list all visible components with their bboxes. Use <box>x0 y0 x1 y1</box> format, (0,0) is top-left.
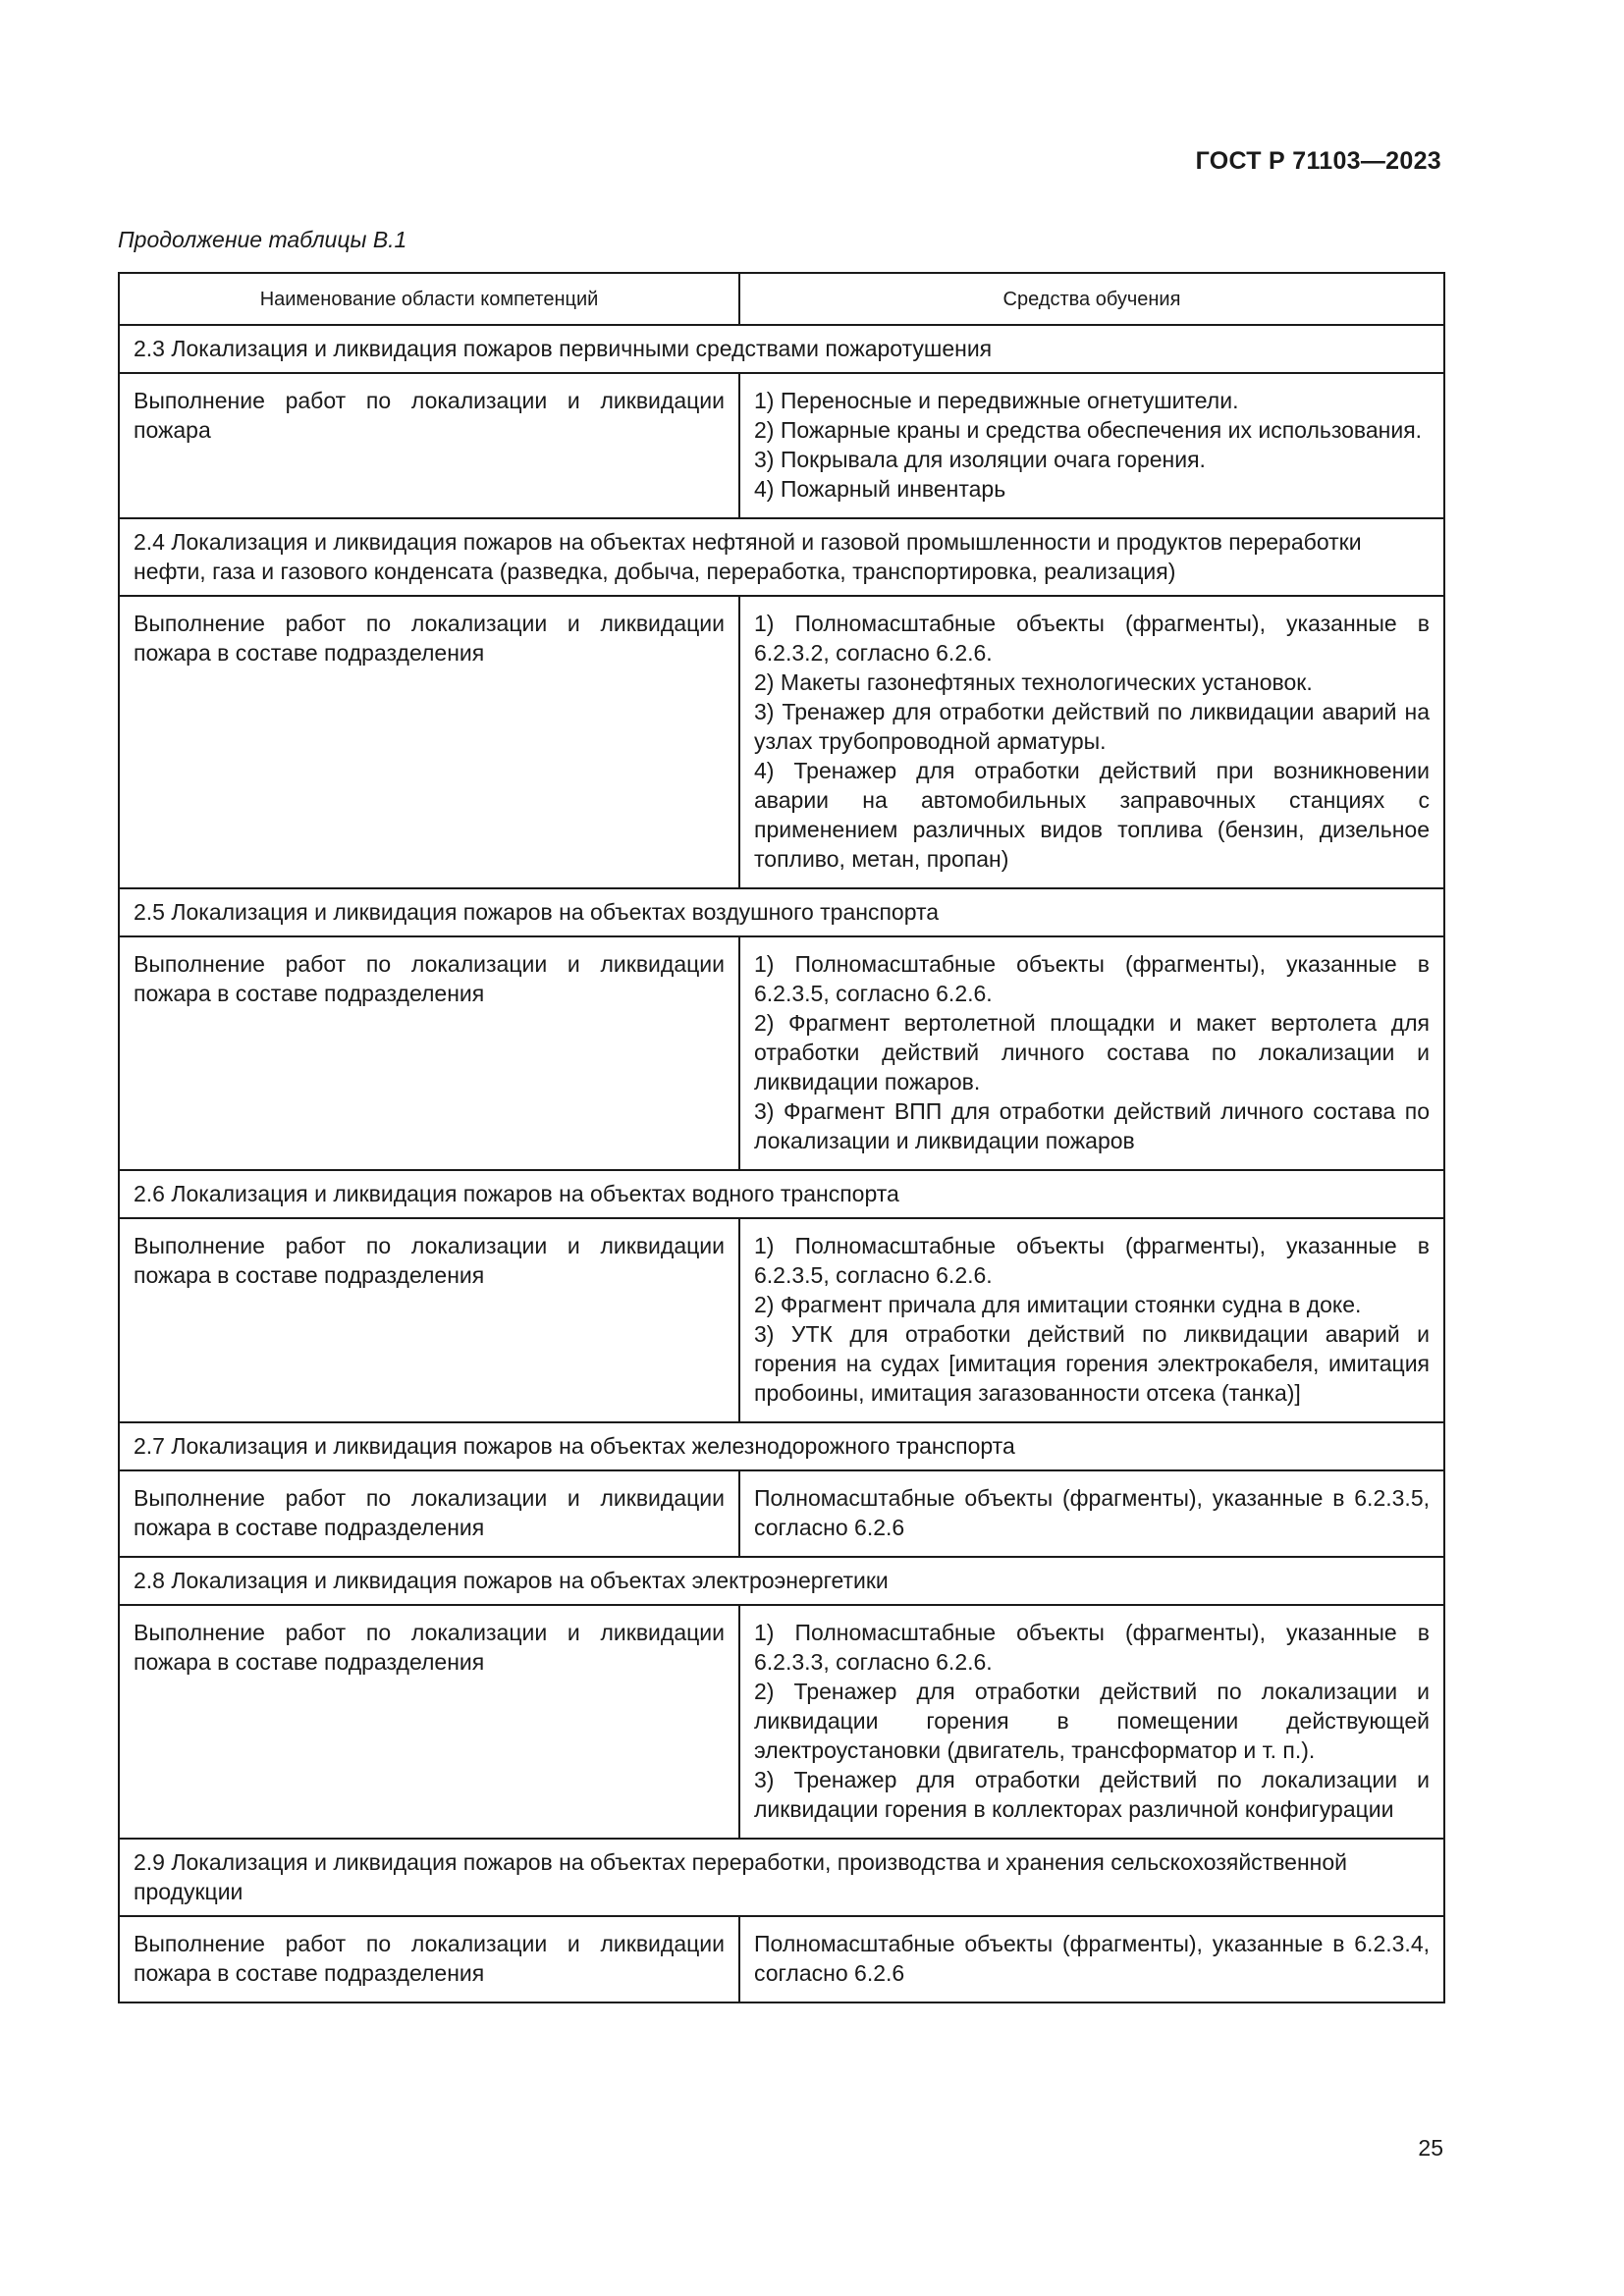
list-item: 3) УТК для отработки действий по ликвидации аварий и горения на судах [имитация горения электрокабеля, имитация пробоины, имитация загазованности отсека (танка)] <box>754 1321 1430 1406</box>
list-item: Полномасштабные объекты (фрагменты), указанные в 6.2.3.4, согласно 6.2.6 <box>754 1931 1430 1986</box>
section-title: 2.3 Локализация и ликвидация пожаров первичными средствами пожаротушения <box>119 325 1444 373</box>
list-item: 3) Фрагмент ВПП для отработки действий личного состава по локализации и ликвидации пожаров <box>754 1098 1430 1153</box>
list-item: 2) Фрагмент причала для имитации стоянки судна в доке. <box>754 1292 1362 1317</box>
column-header-competency: Наименование области компетенций <box>119 273 739 325</box>
list-item: 1) Полномасштабные объекты (фрагменты), указанные в 6.2.3.3, согласно 6.2.6. <box>754 1620 1430 1675</box>
competency-cell: Выполнение работ по локализации и ликвидации пожара <box>119 373 739 518</box>
training-tools-cell <box>739 1916 1444 2002</box>
section-row <box>119 1839 1444 1916</box>
list-item: 4) Пожарный инвентарь <box>754 476 1006 502</box>
list-item: 1) Полномасштабные объекты (фрагменты), указанные в 6.2.3.2, согласно 6.2.6. <box>754 611 1430 666</box>
table-row <box>119 1916 1444 2002</box>
training-tools-cell <box>739 1218 1444 1422</box>
page-number: 25 <box>1418 2135 1443 2161</box>
list-item: 1) Полномасштабные объекты (фрагменты), указанные в 6.2.3.5, согласно 6.2.6. <box>754 951 1430 1006</box>
list-item: 3) Покрывала для изоляции очага горения. <box>754 447 1206 472</box>
section-row <box>119 1170 1444 1218</box>
list-item: 1) Полномасштабные объекты (фрагменты), указанные в 6.2.3.5, согласно 6.2.6. <box>754 1233 1430 1288</box>
list-item: 2) Фрагмент вертолетной площадки и макет вертолета для отработки действий личного состава по локализации и ликвидации пожаров. <box>754 1010 1430 1095</box>
competency-table <box>118 272 1445 2003</box>
list-item: 3) Тренажер для отработки действий по локализации и ликвидации горения в коллекторах различной конфигурации <box>754 1767 1430 1822</box>
table-row <box>119 1470 1444 1557</box>
training-tools-cell <box>739 373 1444 518</box>
table-caption: Продолжение таблицы В.1 <box>118 227 407 252</box>
table-row <box>119 373 1444 518</box>
list-item: 2) Тренажер для отработки действий по локализации и ликвидации горения в помещении действующей электроустановки (двигатель, трансформатор и т. п.). <box>754 1679 1430 1763</box>
list-item: 2) Пожарные краны и средства обеспечения их использования. <box>754 417 1423 443</box>
training-tools-cell <box>739 936 1444 1170</box>
column-header-training-tools: Средства обучения <box>739 273 1444 325</box>
section-row <box>119 518 1444 596</box>
section-row <box>119 325 1444 373</box>
table-row <box>119 1605 1444 1839</box>
competency-cell: Выполнение работ по локализации и ликвидации пожара в составе подразделения <box>119 1218 739 1422</box>
list-item: Полномасштабные объекты (фрагменты), указанные в 6.2.3.5, согласно 6.2.6 <box>754 1485 1430 1540</box>
section-title: 2.7 Локализация и ликвидация пожаров на объектах железнодорожного транспорта <box>119 1422 1444 1470</box>
section-title: 2.5 Локализация и ликвидация пожаров на объектах воздушного транспорта <box>119 888 1444 936</box>
list-item: 2) Макеты газонефтяных технологических установок. <box>754 669 1313 695</box>
table-row <box>119 596 1444 888</box>
competency-cell: Выполнение работ по локализации и ликвидации пожара в составе подразделения <box>119 596 739 888</box>
table-header-row <box>119 273 1444 325</box>
section-title: 2.6 Локализация и ликвидация пожаров на объектах водного транспорта <box>119 1170 1444 1218</box>
table-row <box>119 1218 1444 1422</box>
list-item: 3) Тренажер для отработки действий по ликвидации аварий на узлах трубопроводной арматуры. <box>754 699 1430 754</box>
table-row <box>119 936 1444 1170</box>
training-tools-cell <box>739 1605 1444 1839</box>
list-item: 4) Тренажер для отработки действий при возникновении аварии на автомобильных заправочных станциях с применением различных видов топлива (бензин, дизельное топливо, метан, пропан) <box>754 758 1430 872</box>
section-row <box>119 1422 1444 1470</box>
training-tools-cell <box>739 596 1444 888</box>
section-row <box>119 1557 1444 1605</box>
training-tools-cell <box>739 1470 1444 1557</box>
section-row <box>119 888 1444 936</box>
competency-cell: Выполнение работ по локализации и ликвидации пожара в составе подразделения <box>119 1605 739 1839</box>
competency-cell: Выполнение работ по локализации и ликвидации пожара в составе подразделения <box>119 936 739 1170</box>
document-code: ГОСТ Р 71103—2023 <box>1195 147 1441 175</box>
list-item: 1) Переносные и передвижные огнетушители. <box>754 388 1239 413</box>
competency-cell: Выполнение работ по локализации и ликвидации пожара в составе подразделения <box>119 1916 739 2002</box>
section-title: 2.9 Локализация и ликвидация пожаров на объектах переработки, производства и хранения сельскохозяйственной продукции <box>119 1839 1444 1916</box>
section-title: 2.4 Локализация и ликвидация пожаров на объектах нефтяной и газовой промышленности и продуктов переработки нефти, газа и газового конденсата (разведка, добыча, переработка, транспортировка, реализация) <box>119 518 1444 596</box>
competency-cell: Выполнение работ по локализации и ликвидации пожара в составе подразделения <box>119 1470 739 1557</box>
section-title: 2.8 Локализация и ликвидация пожаров на объектах электроэнергетики <box>119 1557 1444 1605</box>
